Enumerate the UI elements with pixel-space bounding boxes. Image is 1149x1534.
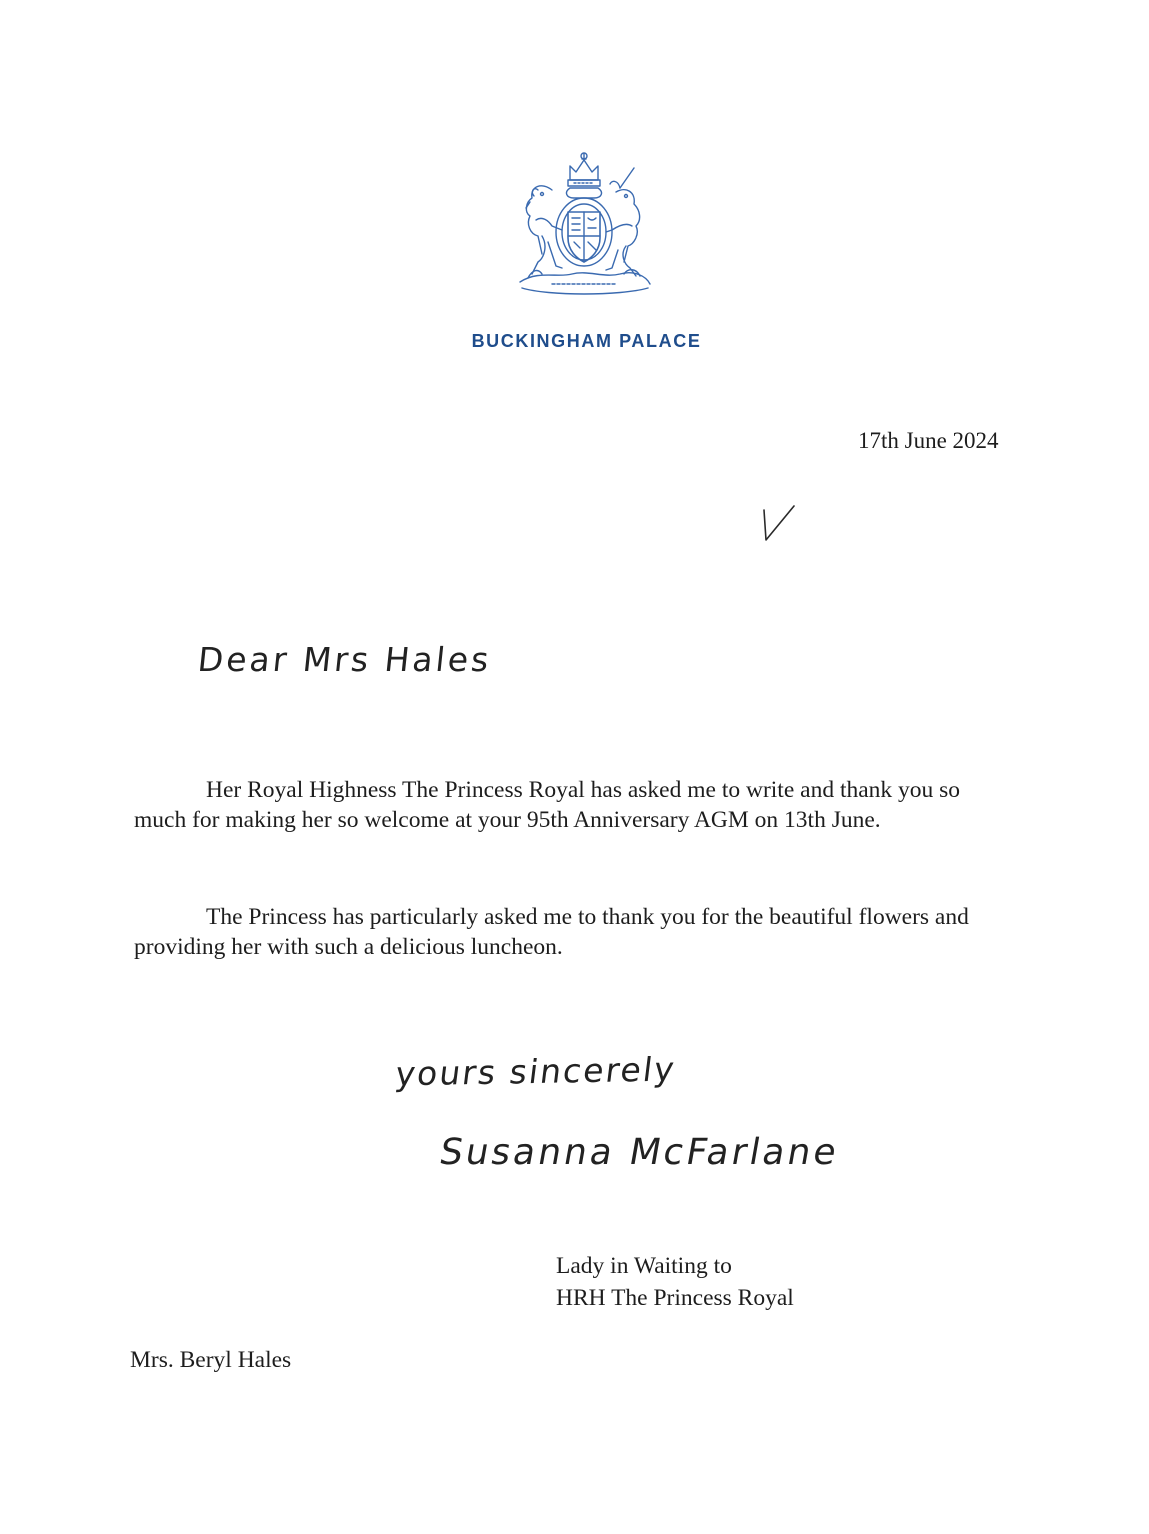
check-mark-icon [756, 500, 800, 544]
signatory-title-line-1: Lady in Waiting to [556, 1253, 732, 1279]
addressee-name: Mrs. Beryl Hales [130, 1347, 292, 1373]
body-paragraph-1: Her Royal Highness The Princess Royal has asked me to write and thank you so much for making her so welcome at your 95th Anniversary AGM on 13th June. [134, 777, 961, 833]
handwritten-signature: Susanna McFarlane [436, 1132, 843, 1173]
body-paragraph-2: The Princess has particularly asked me to thank you for the beautiful flowers and providing her with such a delicious luncheon. [134, 904, 969, 960]
handwritten-salutation: Dear Mrs Hales [195, 640, 494, 679]
signatory-title-line-2: HRH The Princess Royal [556, 1285, 794, 1311]
royal-coat-of-arms-icon [508, 150, 660, 300]
handwritten-closing: yours sincerely [393, 1049, 679, 1094]
letter-date: 17th June 2024 [858, 428, 999, 453]
letterhead-title: BUCKINGHAM PALACE [471, 331, 702, 351]
